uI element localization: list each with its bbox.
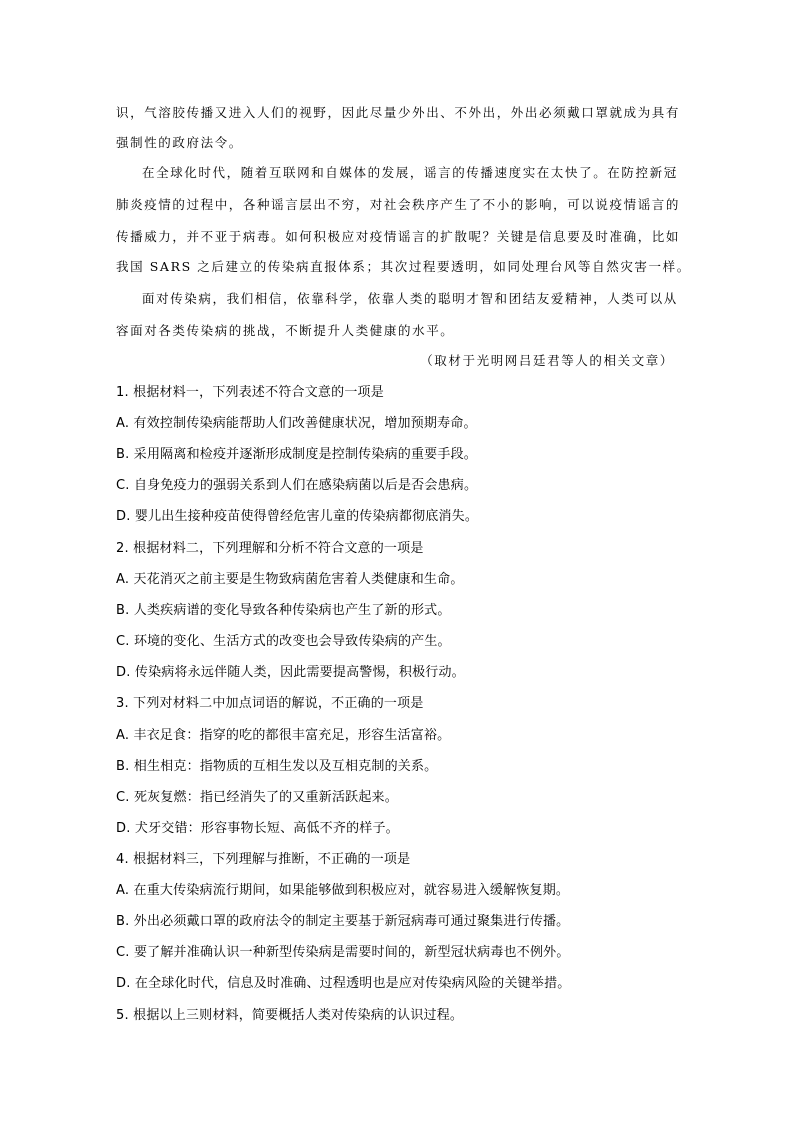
question-stem: 5. 根据以上三则材料，简要概括人类对传染病的认识过程。: [116, 1008, 464, 1023]
answer-option: B. 相生相克：指物质的互相生发以及互相克制的关系。: [116, 759, 438, 774]
answer-option: C. 自身免疫力的强弱关系到人们在感染病菌以后是否会患病。: [116, 478, 478, 493]
answer-option: D. 在全球化时代，信息及时准确、过程透明也是应对传染病风险的关键举措。: [116, 976, 571, 991]
passage-line: 识，气溶胶传播又进入人们的视野，因此尽量少外出、不外出，外出必须戴口罩就成为具有: [116, 105, 681, 120]
answer-option: C. 要了解并准确认识一种新型传染病是需要时间的，新型冠状病毒也不例外。: [116, 945, 570, 960]
answer-option: D. 犬牙交错：形容事物长短、高低不齐的样子。: [116, 821, 399, 836]
passage-line: 强制性的政府法令。: [116, 135, 243, 150]
answer-option: B. 采用隔离和检疫并逐渐形成制度是控制传染病的重要手段。: [116, 447, 477, 462]
answer-option: A. 有效控制传染病能帮助人们改善健康状况，增加预期寿命。: [116, 416, 477, 431]
answer-option: A. 丰衣足食：指穿的吃的都很丰富充足，形容生活富裕。: [116, 728, 451, 743]
answer-option: C. 死灰复燃：指已经消失了的又重新活跃起来。: [116, 790, 398, 805]
question-stem: 1. 根据材料一，下列表述不符合文意的一项是: [116, 385, 384, 400]
answer-option: D. 传染病将永远伴随人类，因此需要提高警惕，积极行动。: [116, 665, 465, 680]
passage-line: 面对传染病，我们相信，依靠科学，依靠人类的聪明才智和团结友爱精神，人类可以从: [142, 291, 678, 306]
question-stem: 2. 根据材料二，下列理解和分析不符合文意的一项是: [116, 541, 424, 556]
answer-option: D. 婴儿出生接种疫苗使得曾经危害儿童的传染病都彻底消失。: [116, 509, 479, 524]
passage-line: 传播威力，并不亚于病毒。如何积极应对疫情谣言的扩散呢？关键是信息要及时准确，比如: [116, 229, 681, 244]
question-stem: 3. 下列对材料二中加点词语的解说，不正确的一项是: [116, 696, 424, 711]
passage-line: 肺炎疫情的过程中，各种谣言层出不穷，对社会秩序产生了不小的影响，可以说疫情谣言的: [116, 197, 681, 212]
passage-line: 我国 SARS 之后建立的传染病直报体系；其次过程要透明，如同处理台风等自然灾害一样。: [116, 259, 691, 274]
source-citation: （取材于光明网吕廷君等人的相关文章）: [420, 353, 674, 368]
passage-line: 在全球化时代，随着互联网和自媒体的发展，谣言的传播速度实在太快了。在防控新冠: [142, 165, 678, 180]
question-stem: 4. 根据材料三，下列理解与推断，不正确的一项是: [116, 852, 411, 867]
answer-option: B. 外出必须戴口罩的政府法令的制定主要基于新冠病毒可通过聚集进行传播。: [116, 914, 570, 929]
passage-line: 容面对各类传染病的挑战，不断提升人类健康的水平。: [116, 323, 455, 338]
answer-option: A. 天花消灭之前主要是生物致病菌危害着人类健康和生命。: [116, 572, 464, 587]
answer-option: B. 人类疾病谱的变化导致各种传染病也产生了新的形式。: [116, 603, 451, 618]
answer-option: C. 环境的变化、生活方式的改变也会导致传染病的产生。: [116, 634, 451, 649]
answer-option: A. 在重大传染病流行期间，如果能够做到积极应对，就容易进入缓解恢复期。: [116, 883, 570, 898]
